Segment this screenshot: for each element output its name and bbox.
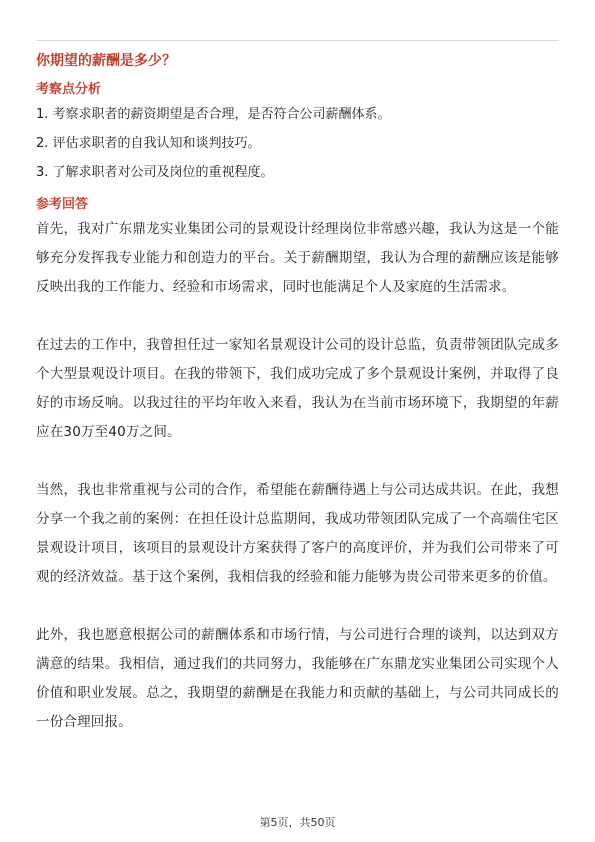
- answer-paragraph: 首先，我对广东鼎龙实业集团公司的景观设计经理岗位非常感兴趣，我认为这是一个能够充分发挥我专业能力和创造力的平台。关于薪酬期望，我认为合理的薪酬应该是能够反映出我的工作能力、经验和市场需求，同时也能满足个人及家庭的生活需求。: [36, 221, 559, 295]
- analysis-heading: 考察点分析: [36, 82, 102, 97]
- page-number: 第5页，共50页: [259, 816, 336, 829]
- top-divider: [36, 40, 559, 41]
- analysis-point: 3. 了解求职者对公司及岗位的重视程度。: [36, 165, 274, 180]
- answer-heading: 参考回答: [36, 197, 89, 212]
- analysis-list: [36, 100, 559, 187]
- question-heading: 你期望的薪酬是多少？: [36, 53, 176, 69]
- answer-paragraph: 此外，我也愿意根据公司的薪酬体系和市场行情，与公司进行合理的谈判，以达到双方满意的结果。我相信，通过我们的共同努力，我能够在广东鼎龙实业集团公司实现个人价值和职业发展。总之，我期望的薪酬是在我能力和贡献的基础上，与公司共同成长的一份合理回报。: [36, 627, 559, 730]
- analysis-point: 2. 评估求职者的自我认知和谈判技巧。: [36, 136, 261, 151]
- analysis-point: 1. 考察求职者的薪资期望是否合理，是否符合公司薪酬体系。: [36, 107, 391, 122]
- page-content: [36, 50, 559, 737]
- answer-paragraph: 在过去的工作中，我曾担任过一家知名景观设计公司的设计总监，负责带领团队完成多个大型景观设计项目。在我的带领下，我们成功完成了多个景观设计案例，并取得了良好的市场反响。以我过往的平均年收入来看，我认为在当前市场环境下，我期望的年薪应在30万至40万之间。: [36, 337, 559, 440]
- answer-body: [36, 215, 559, 737]
- answer-paragraph: 当然，我也非常重视与公司的合作，希望能在薪酬待遇上与公司达成共识。在此，我想分享一个我之前的案例：在担任设计总监期间，我成功带领团队完成了一个高端住宅区景观设计项目，该项目的景观设计方案获得了客户的高度评价，并为我们公司带来了可观的经济效益。基于这个案例，我相信我的经验和能力能够为贵公司带来更多的价值。: [36, 482, 559, 585]
